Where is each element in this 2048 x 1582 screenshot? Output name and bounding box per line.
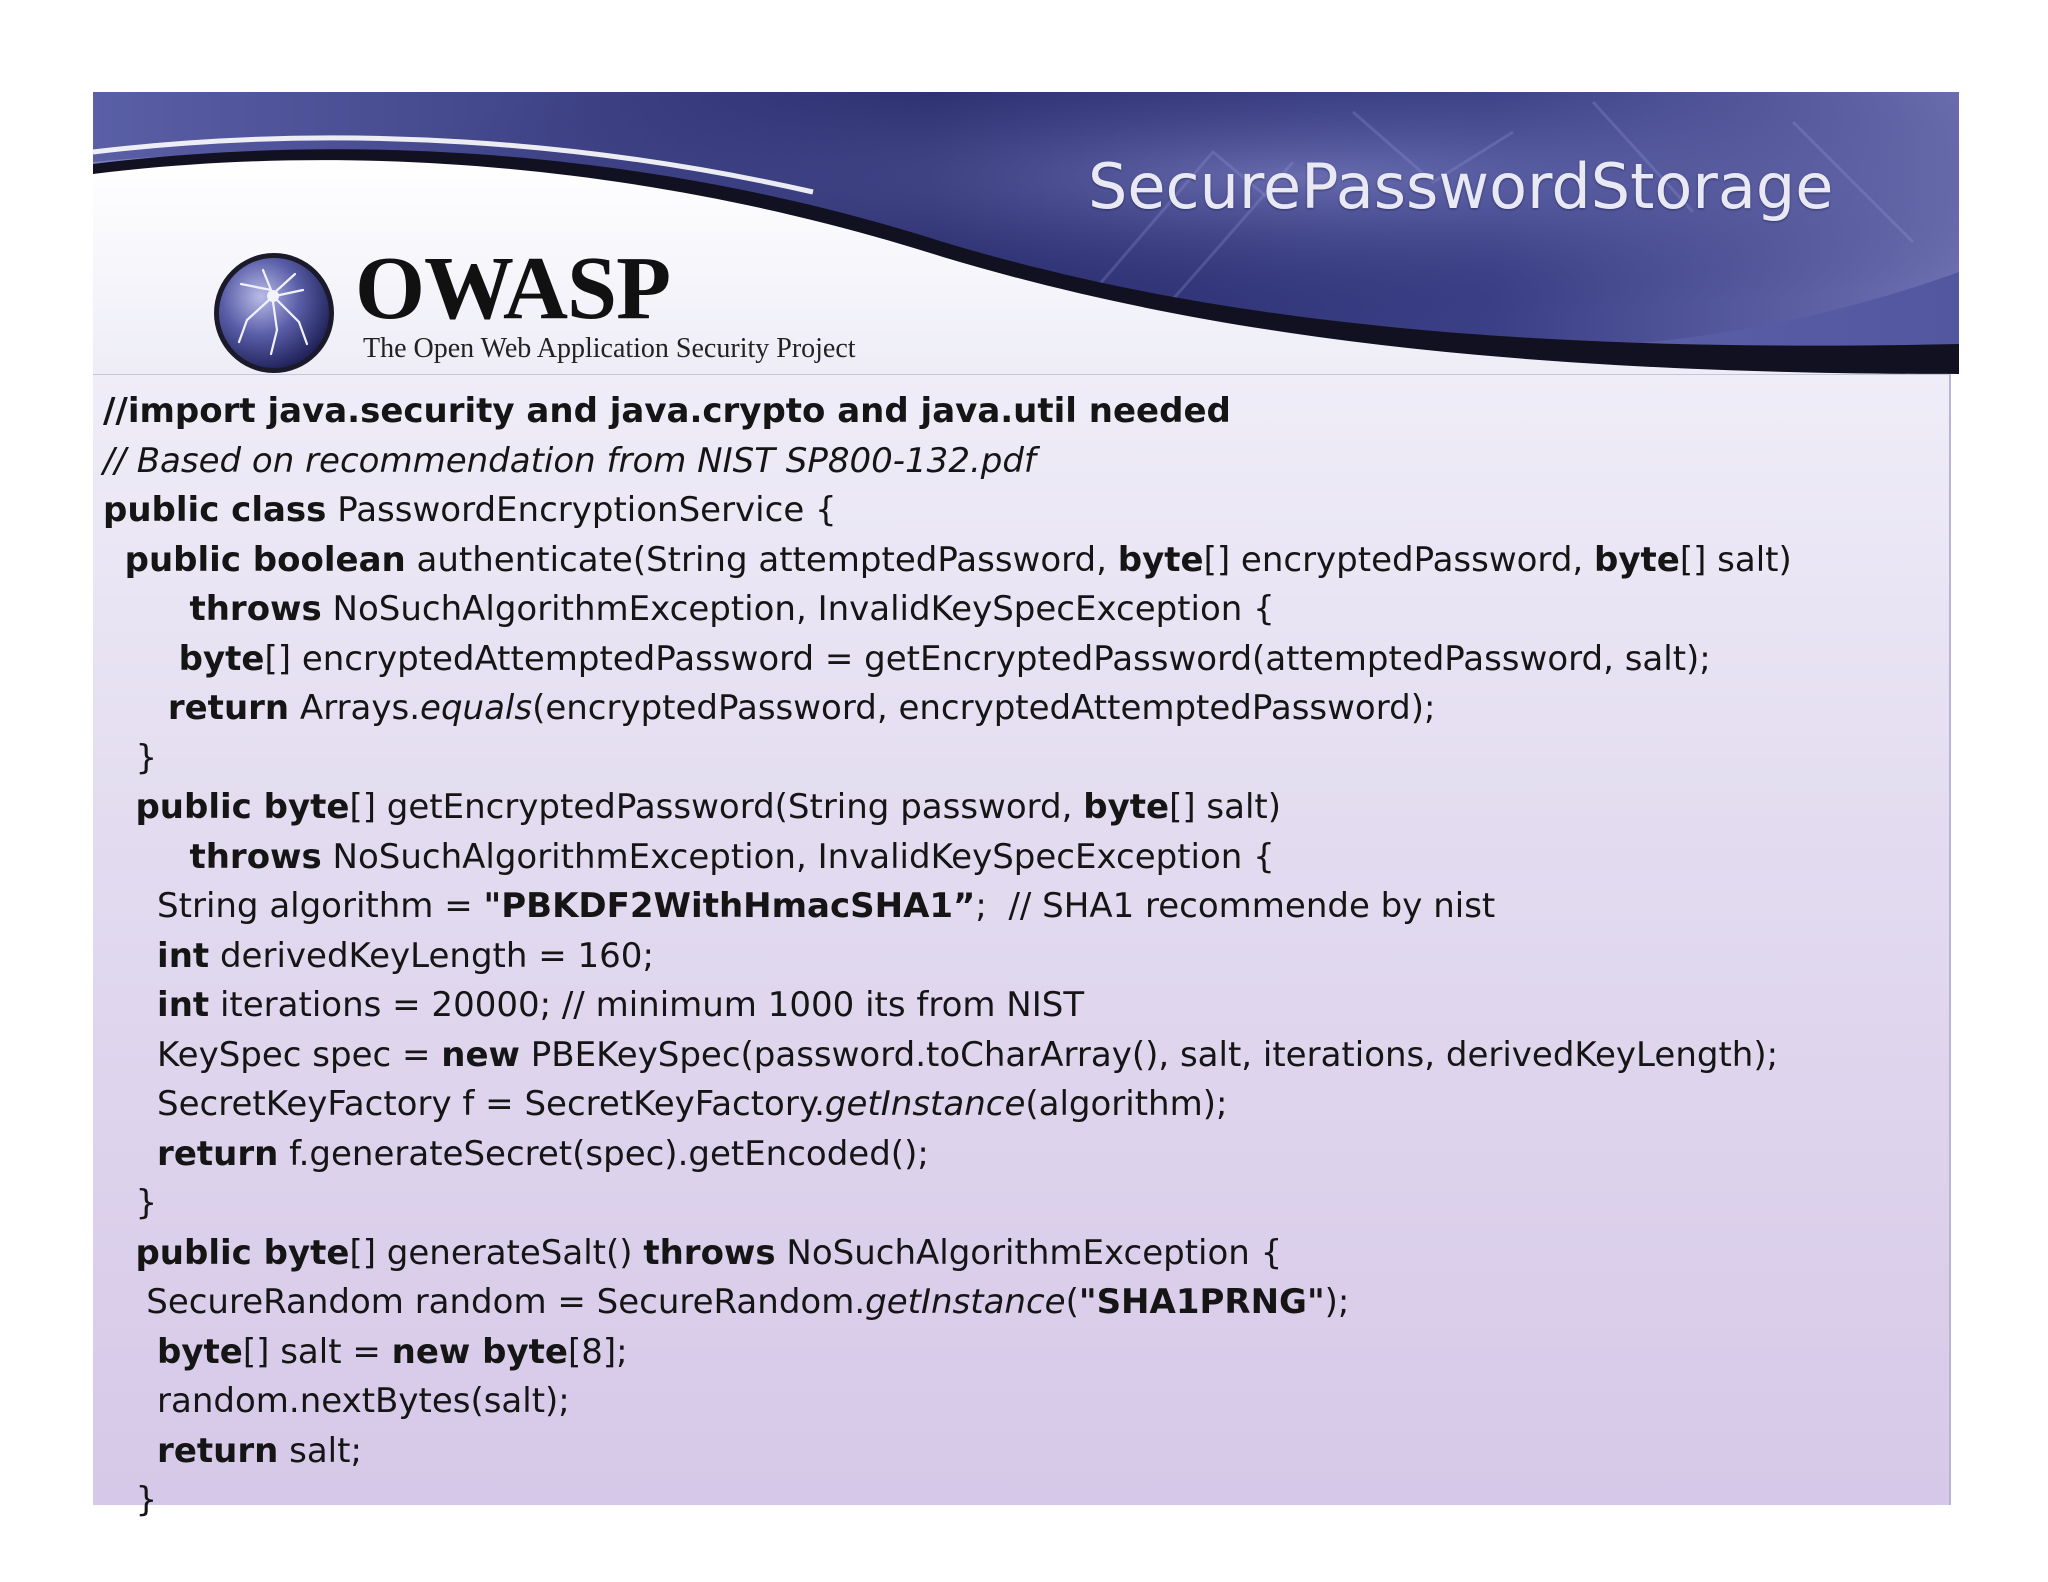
code-text: NoSuchAlgorithmException, InvalidKeySpecException { xyxy=(321,589,1275,629)
code-keyword: return xyxy=(157,1133,279,1174)
code-text: random.nextBytes(salt); xyxy=(157,1381,570,1421)
code-indent xyxy=(103,936,157,976)
code-indent xyxy=(103,1233,135,1273)
code-keyword: byte xyxy=(1117,539,1204,580)
code-line xyxy=(103,437,1792,487)
code-line xyxy=(103,486,1792,536)
code-line xyxy=(103,882,1792,932)
code-keyword: int xyxy=(157,985,210,1025)
code-keyword: "SHA1PRNG" xyxy=(1078,1282,1325,1322)
code-line xyxy=(103,585,1792,635)
code-keyword: byte xyxy=(157,1331,243,1372)
code-line xyxy=(103,1130,1792,1180)
code-text: } xyxy=(135,1183,158,1223)
code-keyword: throws xyxy=(189,589,322,629)
slide xyxy=(93,92,1959,1520)
code-text: PBEKeySpec(password.toCharArray(), salt, iterations, derivedKeyLength); xyxy=(519,1034,1779,1075)
code-keyword: new xyxy=(441,1034,520,1075)
slide-title: SecurePasswordStorage xyxy=(1088,150,1834,223)
code-line xyxy=(103,833,1792,883)
code-text: NoSuchAlgorithmException, InvalidKeySpecException { xyxy=(321,836,1275,877)
code-text: (algorithm); xyxy=(1025,1084,1228,1124)
code-indent xyxy=(103,1480,135,1520)
code-text: f.generateSecret(spec).getEncoded(); xyxy=(278,1133,929,1174)
code-indent xyxy=(103,738,135,778)
code-italic: getInstance xyxy=(865,1282,1066,1322)
code-indent xyxy=(103,1035,157,1075)
code-keyword: byte xyxy=(178,638,265,679)
code-indent xyxy=(103,1332,157,1372)
code-text: [8]; xyxy=(567,1331,628,1372)
code-text: [] generateSalt() xyxy=(349,1232,644,1273)
code-indent xyxy=(103,985,157,1025)
code-listing xyxy=(103,387,1792,1526)
code-keyword: return xyxy=(167,688,290,728)
code-text: NoSuchAlgorithmException { xyxy=(775,1232,1283,1273)
code-indent xyxy=(103,1183,135,1223)
code-indent xyxy=(103,540,125,580)
code-line xyxy=(103,1080,1792,1130)
code-line xyxy=(103,783,1792,833)
code-indent xyxy=(103,1134,157,1174)
owasp-wordmark: OWASP xyxy=(355,239,671,338)
code-text: [] salt) xyxy=(1679,539,1792,580)
code-line xyxy=(103,1377,1792,1427)
code-text: (encryptedPassword, encryptedAttemptedPassword); xyxy=(532,688,1436,728)
code-text: salt; xyxy=(278,1430,362,1471)
code-text: iterations = 20000; // minimum 1000 its from NIST xyxy=(209,985,1085,1025)
code-text: SecureRandom random = SecureRandom. xyxy=(146,1282,866,1322)
code-text: KeySpec spec = xyxy=(157,1034,442,1075)
code-line xyxy=(103,684,1792,734)
code-indent xyxy=(103,1431,157,1471)
code-text: ; // SHA1 recommende by nist xyxy=(975,886,1496,926)
code-keyword: "PBKDF2WithHmacSHA1” xyxy=(483,886,976,926)
code-indent xyxy=(103,787,135,827)
code-line xyxy=(103,1031,1792,1081)
code-line xyxy=(103,1476,1792,1526)
code-line xyxy=(103,1278,1792,1328)
code-text: [] encryptedAttemptedPassword = getEncryptedPassword(attemptedPassword, salt); xyxy=(264,638,1711,679)
code-line xyxy=(103,635,1792,685)
code-italic: equals xyxy=(420,688,533,728)
code-indent xyxy=(103,639,179,679)
code-text: [] encryptedPassword, xyxy=(1203,539,1595,580)
code-text: PasswordEncryptionService { xyxy=(326,490,837,530)
code-line xyxy=(103,932,1792,982)
code-indent xyxy=(103,837,189,877)
code-text: String algorithm = xyxy=(157,886,484,926)
code-keyword: //import java.security and java.crypto and java.util needed xyxy=(103,391,1231,431)
code-indent xyxy=(103,886,157,926)
code-indent xyxy=(103,1084,157,1124)
code-text: ( xyxy=(1065,1282,1079,1322)
owasp-globe-icon xyxy=(211,250,337,376)
code-keyword: byte xyxy=(1594,539,1680,580)
code-line xyxy=(103,1229,1792,1279)
code-keyword: public byte xyxy=(135,1232,350,1273)
code-text: SecretKeyFactory f = SecretKeyFactory. xyxy=(157,1084,825,1124)
code-line xyxy=(103,1427,1792,1477)
code-line xyxy=(103,1328,1792,1378)
owasp-tagline: The Open Web Application Security Project xyxy=(363,333,856,364)
code-text: [] getEncryptedPassword(String password, xyxy=(349,787,1084,827)
code-keyword: return xyxy=(157,1430,279,1471)
code-keyword: new byte xyxy=(391,1331,568,1372)
code-keyword: public byte xyxy=(135,787,350,827)
code-italic: getInstance xyxy=(824,1084,1026,1124)
code-text: } xyxy=(135,737,158,778)
code-line xyxy=(103,536,1792,586)
code-indent xyxy=(103,1282,146,1322)
code-text: [] salt = xyxy=(242,1331,392,1372)
code-text: [] salt) xyxy=(1169,787,1281,827)
code-text: Arrays. xyxy=(289,688,421,728)
code-indent xyxy=(103,1381,157,1421)
code-indent xyxy=(103,688,168,728)
code-text: authenticate(String attemptedPassword, xyxy=(405,539,1118,580)
code-keyword: int xyxy=(157,935,210,976)
code-text: ); xyxy=(1324,1282,1350,1322)
code-italic: // Based on recommendation from NIST SP800-132.pdf xyxy=(103,440,1036,481)
code-text: } xyxy=(135,1480,158,1520)
code-text: derivedKeyLength = 160; xyxy=(209,935,654,976)
code-line xyxy=(103,734,1792,784)
code-indent xyxy=(103,589,189,629)
code-keyword: public boolean xyxy=(124,539,406,580)
code-keyword: byte xyxy=(1083,787,1170,827)
code-panel xyxy=(93,374,1951,1520)
code-keyword: throws xyxy=(643,1232,776,1273)
code-line xyxy=(103,1179,1792,1229)
code-line xyxy=(103,387,1792,437)
code-keyword: public class xyxy=(103,490,327,530)
code-line xyxy=(103,981,1792,1031)
code-keyword: throws xyxy=(189,836,322,877)
